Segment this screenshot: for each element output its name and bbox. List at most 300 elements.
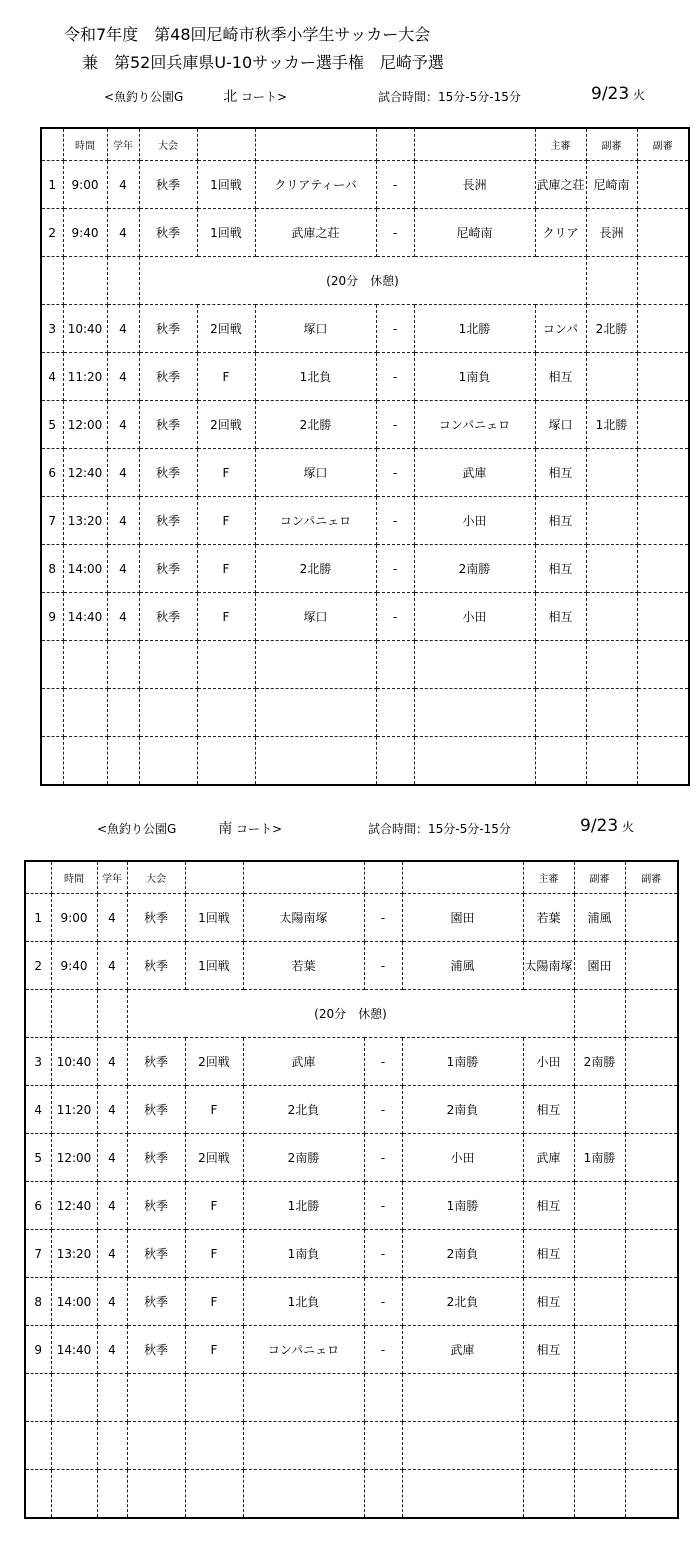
referee: 相互 [523,1086,574,1134]
team-a: 1北負 [255,353,376,401]
round: 2回戦 [185,1038,243,1086]
grade: 4 [107,209,139,257]
assistant-referee-1: 2南勝 [574,1038,625,1086]
south-match-time: 試合時間：15分-5分-15分 [368,822,511,836]
header-vs-separator [376,128,414,161]
team-a: 1北負 [243,1278,364,1326]
referee: 相互 [535,449,586,497]
vs-separator: - [376,545,414,593]
empty-cell [402,1374,523,1422]
round: 1回戦 [197,209,255,257]
empty-cell [139,737,197,786]
empty-cell [586,257,637,305]
referee: 相互 [535,497,586,545]
grade: 4 [107,305,139,353]
referee: 相互 [523,1230,574,1278]
empty-cell [255,641,376,689]
assistant-referee-1: 2北勝 [586,305,637,353]
south-weekday: 火 [622,820,635,834]
empty-cell [414,737,535,786]
empty-cell [625,1374,678,1422]
grade: 4 [97,1278,127,1326]
empty-cell [97,990,127,1038]
match-time: 14:40 [51,1326,97,1374]
round: 1回戦 [185,894,243,942]
empty-cell [625,1422,678,1470]
assistant-referee-2 [625,1038,678,1086]
empty-cell [574,1374,625,1422]
referee: 相互 [535,545,586,593]
empty-cell [637,737,689,786]
tournament: 秋季 [139,545,197,593]
empty-cell [97,1374,127,1422]
empty-row [25,1374,678,1422]
empty-cell [535,689,586,737]
assistant-referee-2 [625,1326,678,1374]
break-label: (20分 休憩) [127,990,574,1038]
match-time: 12:40 [51,1182,97,1230]
team-a: 1北勝 [243,1182,364,1230]
assistant-referee-2 [637,353,689,401]
empty-cell [535,737,586,786]
assistant-referee-2 [637,161,689,209]
assistant-referee-1: 長洲 [586,209,637,257]
header-team-b [402,861,523,894]
referee: 若葉 [523,894,574,942]
team-b: 小田 [414,497,535,545]
match-time: 10:40 [51,1038,97,1086]
header-round [185,861,243,894]
table-row [25,1038,678,1086]
grade: 4 [107,401,139,449]
round: F [197,545,255,593]
header-assistant-referee-1: 副審 [586,128,637,161]
referee: 相互 [535,353,586,401]
empty-row [41,737,689,786]
tournament: 秋季 [139,449,197,497]
empty-cell [523,1422,574,1470]
tournament: 秋季 [139,497,197,545]
empty-cell [637,689,689,737]
team-b: 長洲 [414,161,535,209]
referee: 武庫 [523,1134,574,1182]
team-b: 1北勝 [414,305,535,353]
round: F [197,497,255,545]
referee: 太陽南塚 [523,942,574,990]
empty-cell [523,1470,574,1519]
empty-cell [63,737,107,786]
empty-cell [127,1374,185,1422]
empty-cell [535,641,586,689]
empty-cell [197,641,255,689]
grade: 4 [107,593,139,641]
assistant-referee-1: 園田 [574,942,625,990]
empty-cell [243,1422,364,1470]
referee: 武庫之荘 [535,161,586,209]
empty-cell [51,1422,97,1470]
empty-cell [63,689,107,737]
referee: 塚口 [535,401,586,449]
empty-cell [107,641,139,689]
grade: 4 [107,161,139,209]
match-number: 6 [25,1182,51,1230]
team-b: コンパニェロ [414,401,535,449]
match-number: 4 [25,1086,51,1134]
header-match-time: 時間 [63,128,107,161]
table-row [41,497,689,545]
vs-separator: - [364,1230,402,1278]
empty-cell [185,1422,243,1470]
empty-cell [197,737,255,786]
grade: 4 [97,1230,127,1278]
team-b: 2南負 [402,1230,523,1278]
table-row [41,161,689,209]
match-time: 14:00 [51,1278,97,1326]
empty-cell [402,1470,523,1519]
assistant-referee-1: 尼崎南 [586,161,637,209]
empty-cell [41,737,63,786]
header-row [41,128,689,161]
assistant-referee-2 [637,305,689,353]
round: F [197,593,255,641]
grade: 4 [97,1134,127,1182]
empty-cell [63,257,107,305]
empty-cell [25,990,51,1038]
header-referee: 主審 [523,861,574,894]
round: 2回戦 [197,401,255,449]
team-b: 尼崎南 [414,209,535,257]
assistant-referee-2 [625,1134,678,1182]
empty-cell [25,1470,51,1519]
team-a: 太陽南塚 [243,894,364,942]
header-vs-separator [364,861,402,894]
assistant-referee-1 [574,1230,625,1278]
empty-cell [523,1374,574,1422]
vs-separator: - [376,401,414,449]
empty-cell [414,641,535,689]
empty-cell [127,1470,185,1519]
empty-cell [107,257,139,305]
vs-separator: - [376,305,414,353]
table-row [41,401,689,449]
grade: 4 [107,449,139,497]
round: 2回戦 [197,305,255,353]
match-number: 3 [25,1038,51,1086]
team-b: 1南勝 [402,1038,523,1086]
header-team-a [243,861,364,894]
match-time: 12:00 [63,401,107,449]
assistant-referee-2 [637,401,689,449]
team-a: 若葉 [243,942,364,990]
tournament-title: 令和7年度 第48回尼崎市秋季小学生サッカー大会 [64,25,431,44]
empty-cell [197,689,255,737]
tournament: 秋季 [139,161,197,209]
round: F [197,353,255,401]
empty-row [25,1422,678,1470]
vs-separator: - [364,1134,402,1182]
vs-separator: - [364,894,402,942]
empty-row [25,1470,678,1519]
header-assistant-referee-2: 副審 [637,128,689,161]
empty-cell [139,641,197,689]
table-row [41,353,689,401]
match-time: 9:00 [63,161,107,209]
grade: 4 [107,545,139,593]
assistant-referee-1 [586,449,637,497]
empty-cell [376,641,414,689]
table-row [25,942,678,990]
table-row [25,1326,678,1374]
empty-cell [574,1422,625,1470]
empty-cell [127,1422,185,1470]
grade: 4 [97,1038,127,1086]
referee: クリア [535,209,586,257]
north-venue: <魚釣り公園G [104,90,184,104]
round: 2回戦 [185,1134,243,1182]
tournament: 秋季 [127,1134,185,1182]
empty-cell [637,641,689,689]
assistant-referee-2 [637,449,689,497]
empty-cell [364,1422,402,1470]
table-row [41,209,689,257]
empty-cell [586,689,637,737]
empty-cell [51,1374,97,1422]
header-tournament: 大会 [139,128,197,161]
team-a: 1南負 [243,1230,364,1278]
empty-cell [625,1470,678,1519]
assistant-referee-1 [574,1086,625,1134]
empty-cell [41,257,63,305]
table-row [25,894,678,942]
match-number: 5 [41,401,63,449]
match-number: 5 [25,1134,51,1182]
header-grade: 学年 [97,861,127,894]
assistant-referee-1 [586,545,637,593]
tournament: 秋季 [127,1230,185,1278]
match-number: 7 [41,497,63,545]
south-date-label [580,816,634,836]
team-a: クリアティーバ [255,161,376,209]
match-number: 3 [41,305,63,353]
referee: 相互 [523,1182,574,1230]
team-a: 2北勝 [255,545,376,593]
match-time: 12:00 [51,1134,97,1182]
assistant-referee-2 [637,497,689,545]
vs-separator: - [376,593,414,641]
table-row [25,1086,678,1134]
assistant-referee-2 [637,545,689,593]
grade: 4 [97,942,127,990]
vs-separator: - [376,161,414,209]
referee: 相互 [523,1278,574,1326]
empty-cell [97,1470,127,1519]
vs-separator: - [364,1326,402,1374]
match-number: 6 [41,449,63,497]
match-time: 9:40 [63,209,107,257]
south-court-name: 南 [218,821,233,837]
empty-cell [139,689,197,737]
vs-separator: - [364,1038,402,1086]
vs-separator: - [364,1278,402,1326]
empty-cell [574,990,625,1038]
empty-cell [414,689,535,737]
match-number: 2 [41,209,63,257]
empty-cell [364,1374,402,1422]
team-a: コンパニェロ [243,1326,364,1374]
match-number: 7 [25,1230,51,1278]
header-tournament: 大会 [127,861,185,894]
assistant-referee-1 [586,353,637,401]
header-team-b [414,128,535,161]
match-time: 12:40 [63,449,107,497]
header-match-number [25,861,51,894]
grade: 4 [97,1182,127,1230]
tournament: 秋季 [127,1086,185,1134]
vs-separator: - [376,353,414,401]
round: F [185,1326,243,1374]
grade: 4 [107,497,139,545]
team-b: 2北負 [402,1278,523,1326]
header-team-a [255,128,376,161]
table-row [41,305,689,353]
north-date-label [591,84,645,104]
empty-cell [243,1470,364,1519]
team-a: 2北勝 [255,401,376,449]
north-schedule-table [40,127,690,786]
empty-row [41,689,689,737]
vs-separator: - [364,942,402,990]
header-assistant-referee-2: 副審 [625,861,678,894]
south-date: 9/23 [580,816,619,836]
tournament: 秋季 [139,353,197,401]
team-b: 浦風 [402,942,523,990]
north-weekday: 火 [633,88,646,102]
assistant-referee-1 [574,1182,625,1230]
match-number: 9 [25,1326,51,1374]
team-a: 2北負 [243,1086,364,1134]
team-b: 1南勝 [402,1182,523,1230]
vs-separator: - [376,209,414,257]
match-number: 1 [25,894,51,942]
round: 1回戦 [197,161,255,209]
assistant-referee-2 [625,1230,678,1278]
empty-cell [586,641,637,689]
empty-cell [376,737,414,786]
match-number: 8 [41,545,63,593]
match-time: 13:20 [51,1230,97,1278]
empty-cell [255,737,376,786]
empty-cell [574,1470,625,1519]
empty-cell [97,1422,127,1470]
empty-cell [41,689,63,737]
team-a: 塚口 [255,305,376,353]
round: F [197,449,255,497]
team-a: 2南勝 [243,1134,364,1182]
empty-cell [107,689,139,737]
round: 1回戦 [185,942,243,990]
match-time: 9:00 [51,894,97,942]
north-venue-label [104,86,287,106]
break-row [25,990,678,1038]
team-a: 塚口 [255,449,376,497]
referee: 小田 [523,1038,574,1086]
assistant-referee-1: 浦風 [574,894,625,942]
south-venue: <魚釣り公園G [97,822,177,836]
round: F [185,1182,243,1230]
header-assistant-referee-1: 副審 [574,861,625,894]
match-time: 9:40 [51,942,97,990]
assistant-referee-2 [625,1278,678,1326]
tournament: 秋季 [127,1278,185,1326]
team-b: 2南負 [402,1086,523,1134]
referee: 相互 [535,593,586,641]
north-court-suffix: コート> [241,90,288,104]
vs-separator: - [364,1086,402,1134]
empty-cell [25,1374,51,1422]
match-number: 1 [41,161,63,209]
match-number: 8 [25,1278,51,1326]
north-match-time: 試合時間：15分-5分-15分 [378,90,521,104]
tournament: 秋季 [127,894,185,942]
tournament: 秋季 [139,305,197,353]
team-b: 武庫 [402,1326,523,1374]
header-referee: 主審 [535,128,586,161]
match-time: 10:40 [63,305,107,353]
tournament-subtitle: 兼 第52回兵庫県U-10サッカー選手権 尼崎予選 [82,53,444,72]
table-row [41,449,689,497]
empty-cell [185,1374,243,1422]
match-time: 11:20 [63,353,107,401]
empty-cell [625,990,678,1038]
break-row [41,257,689,305]
assistant-referee-2 [637,209,689,257]
match-number: 4 [41,353,63,401]
header-round [197,128,255,161]
vs-separator: - [376,497,414,545]
match-time: 13:20 [63,497,107,545]
tournament: 秋季 [127,942,185,990]
tournament: 秋季 [139,209,197,257]
north-court-name: 北 [223,89,238,105]
team-b: 小田 [414,593,535,641]
table-row [25,1230,678,1278]
referee: コンパ [535,305,586,353]
empty-cell [51,1470,97,1519]
header-match-number [41,128,63,161]
assistant-referee-2 [625,1182,678,1230]
assistant-referee-2 [625,1086,678,1134]
empty-cell [255,689,376,737]
grade: 4 [97,1086,127,1134]
empty-cell [107,737,139,786]
empty-cell [402,1422,523,1470]
assistant-referee-2 [625,894,678,942]
tournament: 秋季 [127,1326,185,1374]
break-label: (20分 休憩) [139,257,586,305]
empty-cell [51,990,97,1038]
table-row [25,1134,678,1182]
grade: 4 [97,1326,127,1374]
empty-cell [243,1374,364,1422]
empty-cell [25,1422,51,1470]
assistant-referee-1 [586,593,637,641]
team-a: 武庫之荘 [255,209,376,257]
match-number: 9 [41,593,63,641]
table-row [25,1278,678,1326]
header-match-time: 時間 [51,861,97,894]
assistant-referee-1: 1北勝 [586,401,637,449]
round: F [185,1086,243,1134]
